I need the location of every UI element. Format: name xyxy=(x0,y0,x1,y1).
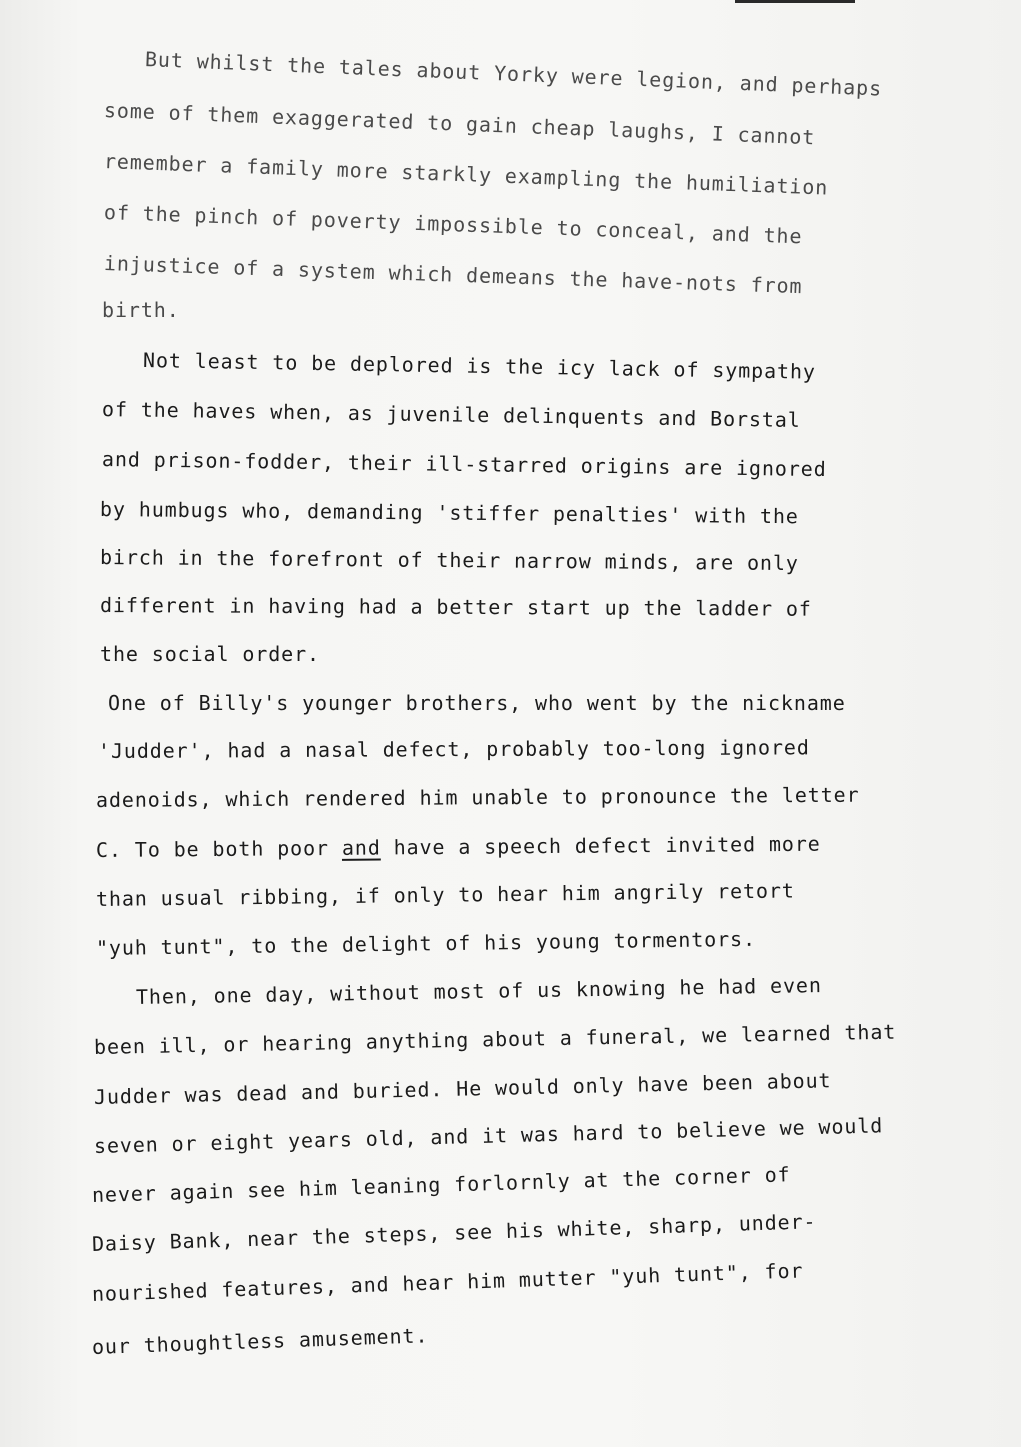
text-line: of the haves when, as juvenile delinquents and Borstal xyxy=(101,397,801,432)
text-line: 'Judder', had a nasal defect, probably too-long ignored xyxy=(97,735,810,763)
underlined-word: and xyxy=(341,835,381,860)
text-line: and prison-fodder, their ill-starred origins are ignored xyxy=(101,447,827,482)
text-line: birth. xyxy=(102,298,180,322)
text-line: of the pinch of poverty impossible to conceal, and the xyxy=(103,200,803,249)
text-line: remember a family more starkly exampling the humiliation xyxy=(103,149,829,200)
text-segment: C. To be both poor xyxy=(95,835,342,862)
text-line: different in having had a better start up the ladder of xyxy=(99,593,812,621)
text-line: One of Billy's younger brothers, who went by the nickname xyxy=(108,691,846,715)
text-line: our thoughtless amusement. xyxy=(91,1323,429,1359)
text-line: the social order. xyxy=(100,642,320,666)
text-line: Judder was dead and buried. He would only have been about xyxy=(93,1068,832,1109)
text-segment: have a speech defect invited more xyxy=(380,831,821,860)
text-line: nourished features, and hear him mutter "yuh tunt", for xyxy=(91,1258,804,1306)
text-line: some of them exaggerated to gain cheap laughs, I cannot xyxy=(103,98,816,150)
text-line: "yuh tunt", to the delight of his young tormentors. xyxy=(95,926,757,960)
text-line: than usual ribbing, if only to hear him angrily retort xyxy=(95,878,795,911)
text-line: adenoids, which rendered him unable to pronounce the letter xyxy=(95,782,860,812)
top-edge-mark xyxy=(735,0,855,3)
text-line: But whilst the tales about Yorky were legion, and perhaps xyxy=(144,47,883,101)
text-line: seven or eight years old, and it was hard to believe we would xyxy=(93,1113,884,1158)
text-line: been ill, or hearing anything about a funeral, we learned that xyxy=(93,1019,897,1059)
text-line: birch in the forefront of their narrow minds, are only xyxy=(99,545,799,576)
text-line xyxy=(96,831,821,863)
text-line: Then, one day, without most of us knowing he had even xyxy=(135,973,822,1009)
text-line: Daisy Bank, near the steps, see his white, sharp, under- xyxy=(91,1209,817,1256)
text-line: injustice of a system which demeans the have-nots from xyxy=(103,251,803,299)
text-line: never again see him leaning forlornly at the corner of xyxy=(91,1162,791,1207)
text-line: by humbugs who, demanding 'stiffer penalties' with the xyxy=(99,497,799,529)
text-line: Not least to be deplored is the icy lack of sympathy xyxy=(142,348,817,384)
